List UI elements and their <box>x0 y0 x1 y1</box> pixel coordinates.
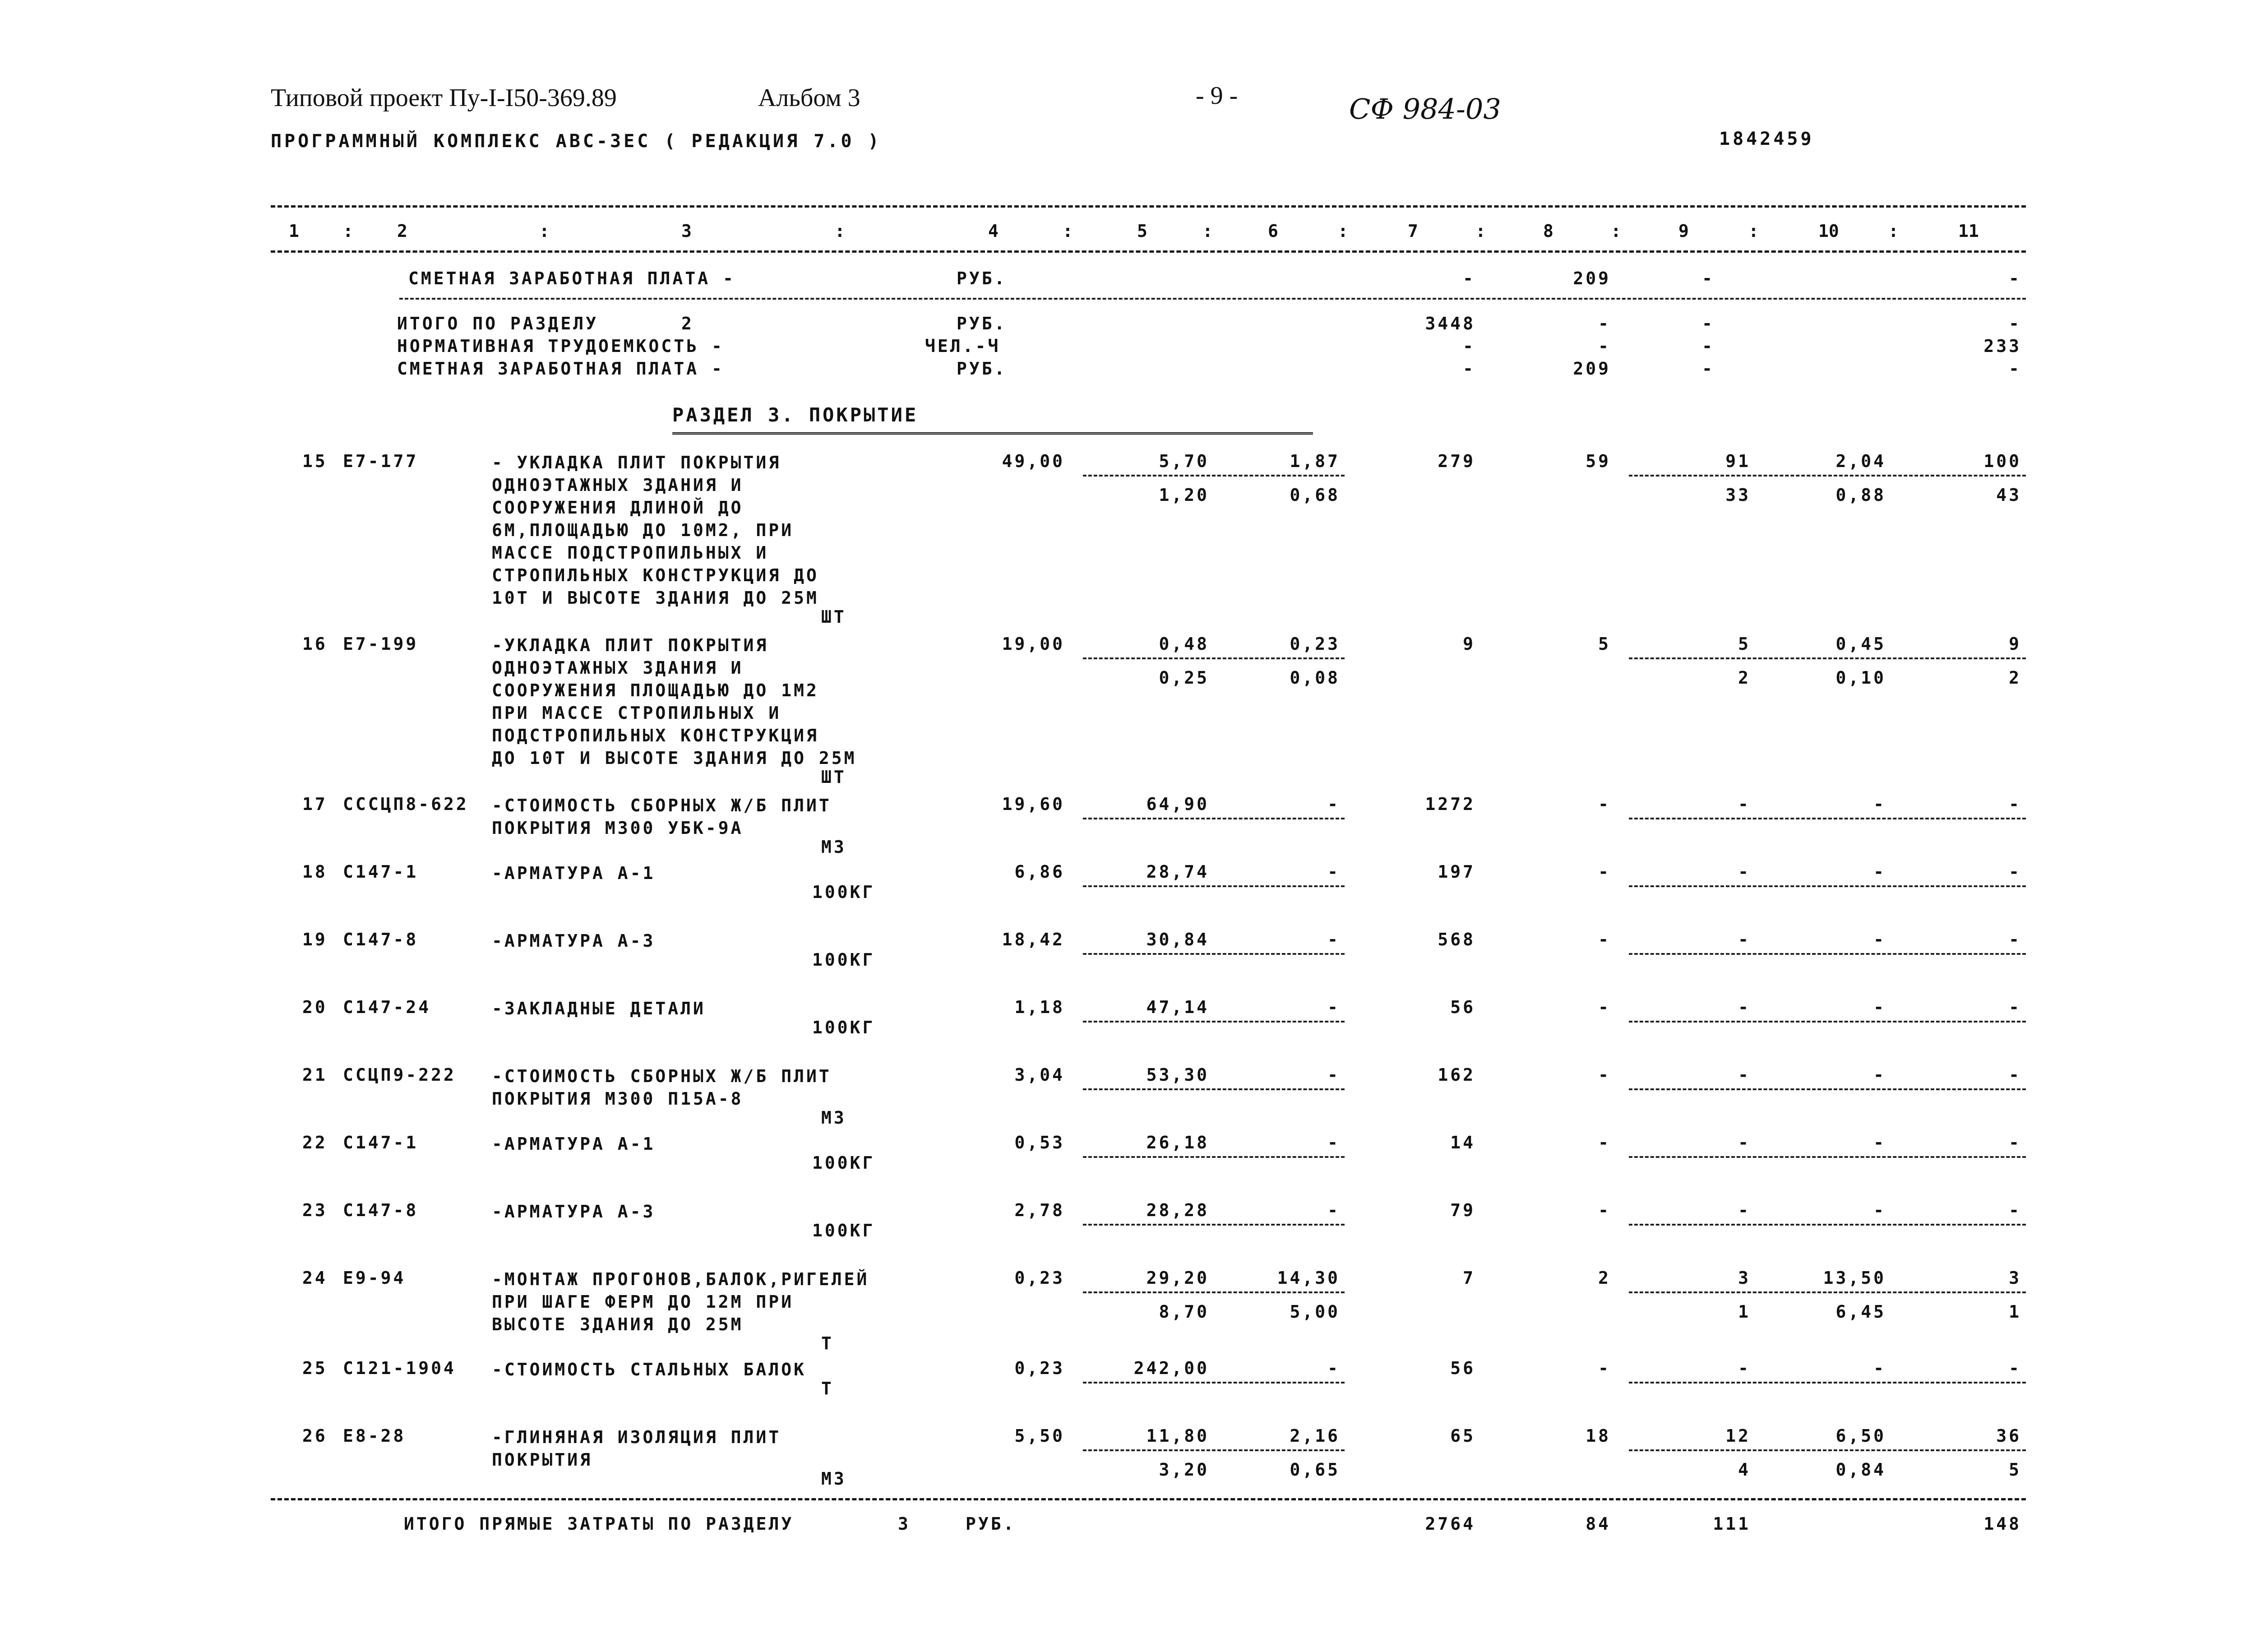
wage2-unit: РУБ. <box>957 359 1007 379</box>
column-number-5: 5 <box>1137 221 1147 241</box>
page-number: - 9 - <box>1196 82 1238 110</box>
table-cell: - <box>2009 268 2021 288</box>
unit-of-measure: ШТ <box>821 607 846 627</box>
value-c5: 0,48 <box>1159 634 1209 654</box>
value-c11: - <box>2009 930 2021 949</box>
section-number: 2 <box>681 314 694 333</box>
value-c9b: 4 <box>1738 1460 1751 1480</box>
sum-unit: РУБ. <box>957 314 1007 333</box>
column-separator: : <box>1611 221 1621 241</box>
rate-code: С147-1 <box>343 1133 419 1152</box>
unit-of-measure: Т <box>821 1333 834 1353</box>
value-divider <box>1629 1291 2026 1293</box>
value-c10: - <box>1873 1065 1886 1085</box>
value-c8: 5 <box>1598 634 1611 654</box>
rate-code: С121-1904 <box>343 1358 456 1378</box>
work-description: -АРМАТУРА А-1 <box>492 1134 656 1154</box>
rate-code: Е9-94 <box>343 1268 406 1288</box>
value-c6: 2,16 <box>1290 1426 1340 1446</box>
value-c6b: 0,68 <box>1290 485 1340 505</box>
unit-of-measure: М3 <box>821 1469 846 1489</box>
value-divider <box>1083 1449 1345 1451</box>
value-divider <box>1629 953 2026 955</box>
table-cell: 233 <box>1983 336 2021 356</box>
rate-code: Е7-177 <box>343 451 419 471</box>
value-divider <box>1083 953 1345 955</box>
value-c11: 100 <box>1983 451 2021 471</box>
row-number: 18 <box>302 862 328 882</box>
column-separator: : <box>1748 221 1759 241</box>
value-c5: 30,84 <box>1146 930 1209 949</box>
value-c6: - <box>1327 1133 1340 1152</box>
value-c9b: 1 <box>1738 1302 1751 1322</box>
value-c9: - <box>1738 1200 1751 1220</box>
value-c7: 56 <box>1450 1358 1475 1378</box>
value-c4: 0,23 <box>1014 1268 1065 1288</box>
column-number-8: 8 <box>1543 221 1553 241</box>
column-number-11: 11 <box>1958 221 1979 241</box>
table-cell: - <box>1598 336 1611 356</box>
value-c4: 19,00 <box>1002 634 1065 654</box>
value-c9: - <box>1738 1065 1751 1085</box>
value-c10: - <box>1873 794 1886 814</box>
row-number: 22 <box>302 1133 328 1152</box>
value-c5: 5,70 <box>1159 451 1209 471</box>
value-c8: - <box>1598 862 1611 882</box>
value-divider <box>1629 657 2026 659</box>
value-c8: - <box>1598 1133 1611 1152</box>
value-c11: - <box>2009 1200 2021 1220</box>
footer-label: ИТОГО ПРЯМЫЕ ЗАТРАТЫ ПО РАЗДЕЛУ <box>404 1514 794 1534</box>
unit-of-measure: 100КГ <box>812 1153 875 1173</box>
table-cell: - <box>1598 314 1611 333</box>
value-c4: 6,86 <box>1014 862 1065 882</box>
unit-of-measure: М3 <box>821 837 846 857</box>
value-c11: 3 <box>2009 1268 2021 1288</box>
value-c9: - <box>1738 1358 1751 1378</box>
row-number: 17 <box>302 794 328 814</box>
unit-of-measure: Т <box>821 1379 834 1398</box>
section-title: РАЗДЕЛ 3. ПОКРЫТИЕ <box>672 404 919 426</box>
value-c5: 11,80 <box>1146 1426 1209 1446</box>
value-c4: 2,78 <box>1014 1200 1065 1220</box>
value-c6: 14,30 <box>1277 1268 1340 1288</box>
value-c5: 26,18 <box>1146 1133 1209 1152</box>
value-divider <box>1083 475 1345 477</box>
value-c6: - <box>1327 1200 1340 1220</box>
table-cell: 148 <box>1983 1514 2021 1534</box>
unit-of-measure: 100КГ <box>812 950 875 970</box>
value-c4: 0,53 <box>1014 1133 1065 1152</box>
wage2-label: СМЕТНАЯ ЗАРАБОТНАЯ ПЛАТА - <box>397 359 724 379</box>
value-c6: - <box>1327 930 1340 949</box>
value-c9b: 33 <box>1725 485 1751 505</box>
value-divider <box>1083 1156 1345 1158</box>
value-c10: 13,50 <box>1823 1268 1886 1288</box>
work-description: -СТОИМОСТЬ СБОРНЫХ Ж/Б ПЛИТ ПОКРЫТИЯ М300 П15А-8 <box>492 1066 832 1109</box>
value-divider <box>1629 475 2026 477</box>
value-c11: - <box>2009 862 2021 882</box>
column-separator: : <box>835 221 845 241</box>
value-c4: 18,42 <box>1002 930 1065 949</box>
value-c11b: 5 <box>2009 1460 2021 1480</box>
rate-code: СССЦП8-622 <box>343 794 469 814</box>
column-separator: : <box>343 221 353 241</box>
column-separator: : <box>539 221 550 241</box>
value-c5: 29,20 <box>1146 1268 1209 1288</box>
value-c6: 0,23 <box>1290 634 1340 654</box>
value-c11b: 43 <box>1996 485 2021 505</box>
value-divider <box>1629 1088 2026 1090</box>
unit-of-measure: 100КГ <box>812 1018 875 1037</box>
value-c4: 1,18 <box>1014 997 1065 1017</box>
footer-unit: РУБ. <box>966 1514 1016 1534</box>
value-c10: 6,50 <box>1835 1426 1886 1446</box>
value-c11: - <box>2009 1133 2021 1152</box>
value-c5: 28,28 <box>1146 1200 1209 1220</box>
row-number: 25 <box>302 1358 328 1378</box>
value-c10: - <box>1873 997 1886 1017</box>
value-c10: - <box>1873 930 1886 949</box>
column-separator: : <box>1475 221 1486 241</box>
value-c8: - <box>1598 1358 1611 1378</box>
value-c8: 18 <box>1586 1426 1611 1446</box>
value-c4: 49,00 <box>1002 451 1065 471</box>
value-c11: - <box>2009 1358 2021 1378</box>
value-c5b: 0,25 <box>1159 668 1209 688</box>
value-c11b: 2 <box>2009 668 2021 688</box>
value-c6: - <box>1327 794 1340 814</box>
value-divider <box>1629 1021 2026 1023</box>
unit-of-measure: М3 <box>821 1108 846 1128</box>
row-number: 26 <box>302 1426 328 1446</box>
value-c10: 0,45 <box>1835 634 1886 654</box>
value-divider <box>1629 1156 2026 1158</box>
value-c6: - <box>1327 862 1340 882</box>
table-cell: - <box>1463 268 1475 288</box>
row-number: 16 <box>302 634 328 654</box>
value-c8: 59 <box>1586 451 1611 471</box>
summary-divider <box>399 298 2026 300</box>
work-description: - УКЛАДКА ПЛИТ ПОКРЫТИЯ ОДНОЭТАЖНЫХ ЗДАНИЯ И СООРУЖЕНИЯ ДЛИНОЙ ДО 6М,ПЛОЩАДЬЮ ДО 10М2, ПРИ МАССЕ ПОДСТРОПИЛЬНЫХ И СТРОПИЛЬНЫХ КОНСТРУКЦИЯ ДО 10Т И ВЫСОТЕ ЗДАНИЯ ДО 25М <box>492 453 819 608</box>
table-cell: - <box>2009 314 2021 333</box>
value-c9b: 2 <box>1738 668 1751 688</box>
work-description: -АРМАТУРА А-3 <box>492 931 656 951</box>
value-c6b: 0,65 <box>1290 1460 1340 1480</box>
rate-code: ССЦП9-222 <box>343 1065 456 1085</box>
value-c10b: 0,10 <box>1835 668 1886 688</box>
value-c7: 9 <box>1463 634 1475 654</box>
value-c6: 1,87 <box>1290 451 1340 471</box>
value-c10b: 6,45 <box>1835 1302 1886 1322</box>
value-c7: 7 <box>1463 1268 1475 1288</box>
work-description: -АРМАТУРА А-3 <box>492 1202 656 1222</box>
value-c6: - <box>1327 997 1340 1017</box>
value-c5b: 8,70 <box>1159 1302 1209 1322</box>
value-c5: 64,90 <box>1146 794 1209 814</box>
table-cell: - <box>1702 314 1715 333</box>
value-c5: 53,30 <box>1146 1065 1209 1085</box>
table-cell: 84 <box>1586 1514 1611 1534</box>
value-divider <box>1083 1224 1345 1226</box>
value-c6b: 0,08 <box>1290 668 1340 688</box>
value-c9: 12 <box>1725 1426 1751 1446</box>
table-cell: - <box>2009 359 2021 379</box>
value-c4: 5,50 <box>1014 1426 1065 1446</box>
table-cell: - <box>1702 359 1715 379</box>
value-c9: 5 <box>1738 634 1751 654</box>
column-separator: : <box>1888 221 1899 241</box>
value-c8: - <box>1598 1200 1611 1220</box>
value-c10: - <box>1873 1200 1886 1220</box>
value-c10: - <box>1873 862 1886 882</box>
table-cell: 209 <box>1573 268 1611 288</box>
value-c11: - <box>2009 997 2021 1017</box>
document-code: 1842459 <box>1719 129 1814 149</box>
value-c9: - <box>1738 930 1751 949</box>
section-title-underline <box>672 432 1313 435</box>
value-c8: - <box>1598 1065 1611 1085</box>
value-divider <box>1083 1291 1345 1293</box>
unit-of-measure: 100КГ <box>812 882 875 902</box>
value-c7: 65 <box>1450 1426 1475 1446</box>
column-number-3: 3 <box>681 221 692 241</box>
value-c11: - <box>2009 794 2021 814</box>
value-c10: 2,04 <box>1835 451 1886 471</box>
rate-code: С147-1 <box>343 862 419 882</box>
program-label: ПРОГРАММНЫЙ КОМПЛЕКС АВС-3ЕС ( РЕДАКЦИЯ 7.0 ) <box>271 131 882 152</box>
value-c5: 242,00 <box>1133 1358 1209 1378</box>
value-c11: - <box>2009 1065 2021 1085</box>
project-title: Типовой проект Пу-I-I50-369.89 <box>271 84 617 112</box>
value-c5b: 1,20 <box>1159 485 1209 505</box>
column-number-2: 2 <box>397 221 407 241</box>
value-c9: - <box>1738 794 1751 814</box>
value-c9: 3 <box>1738 1268 1751 1288</box>
value-c10b: 0,88 <box>1835 485 1886 505</box>
column-number-10: 10 <box>1818 221 1839 241</box>
row-number: 24 <box>302 1268 328 1288</box>
table-cell: - <box>1702 268 1715 288</box>
value-c9: 91 <box>1725 451 1751 471</box>
rate-code: Е7-199 <box>343 634 419 654</box>
value-c7: 79 <box>1450 1200 1475 1220</box>
table-cell: - <box>1463 359 1475 379</box>
column-number-6: 6 <box>1268 221 1278 241</box>
value-divider <box>1629 1449 2026 1451</box>
value-divider <box>1629 818 2026 819</box>
value-c10: - <box>1873 1358 1886 1378</box>
row-number: 15 <box>302 451 328 471</box>
value-c6: - <box>1327 1065 1340 1085</box>
value-divider <box>1083 1382 1345 1384</box>
column-number-7: 7 <box>1408 221 1418 241</box>
value-c8: 2 <box>1598 1268 1611 1288</box>
value-divider <box>1629 1224 2026 1226</box>
value-divider <box>1629 885 2026 887</box>
table-cell: 3448 <box>1425 314 1475 333</box>
value-c5: 28,74 <box>1146 862 1209 882</box>
wage-label: СМЕТНАЯ ЗАРАБОТНАЯ ПЛАТА - <box>408 268 735 288</box>
unit-of-measure: ШТ <box>821 767 846 787</box>
value-divider <box>1629 1382 2026 1384</box>
table-cell: 111 <box>1713 1514 1751 1534</box>
column-number-4: 4 <box>988 221 999 241</box>
value-c6: - <box>1327 1358 1340 1378</box>
value-c8: - <box>1598 794 1611 814</box>
value-c10b: 0,84 <box>1835 1460 1886 1480</box>
value-c11b: 1 <box>2009 1302 2021 1322</box>
work-description: -СТОИМОСТЬ СТАЛЬНЫХ БАЛОК <box>492 1360 806 1379</box>
work-description: -ЗАКЛАДНЫЕ ДЕТАЛИ <box>492 999 706 1018</box>
rate-code: С147-8 <box>343 1200 419 1220</box>
value-divider <box>1083 657 1345 659</box>
value-c11: 36 <box>1996 1426 2021 1446</box>
column-separator: : <box>1338 221 1348 241</box>
unit-of-measure: 100КГ <box>812 1221 875 1240</box>
value-c4: 3,04 <box>1014 1065 1065 1085</box>
row-number: 23 <box>302 1200 328 1220</box>
value-divider <box>1083 818 1345 819</box>
column-separator: : <box>1202 221 1213 241</box>
work-description: -МОНТАЖ ПРОГОНОВ,БАЛОК,РИГЕЛЕЙ ПРИ ШАГЕ ФЕРМ ДО 12М ПРИ ВЫСОТЕ ЗДАНИЯ ДО 25М <box>492 1269 869 1334</box>
value-c7: 14 <box>1450 1133 1475 1152</box>
table-top-rule <box>271 205 2026 208</box>
value-c5b: 3,20 <box>1159 1460 1209 1480</box>
handwritten-note: СФ 984-03 <box>1349 93 1501 125</box>
labor-unit: ЧЕЛ.-Ч <box>925 336 1001 356</box>
row-number: 21 <box>302 1065 328 1085</box>
column-number-1: 1 <box>289 221 299 241</box>
work-description: -УКЛАДКА ПЛИТ ПОКРЫТИЯ ОДНОЭТАЖНЫХ ЗДАНИЯ И СООРУЖЕНИЯ ПЛОЩАДЬЮ ДО 1М2 ПРИ МАССЕ СТРОПИЛЬНЫХ И ПОДСТРОПИЛЬНЫХ КОНСТРУКЦИЯ ДО 10Т И ВЫСОТЕ ЗДАНИЯ ДО 25М <box>492 635 857 768</box>
value-c7: 279 <box>1438 451 1475 471</box>
column-number-9: 9 <box>1678 221 1689 241</box>
album-label: Альбом 3 <box>758 84 860 112</box>
value-divider <box>1083 1088 1345 1090</box>
row-number: 19 <box>302 930 328 949</box>
value-c6b: 5,00 <box>1290 1302 1340 1322</box>
rate-code: С147-24 <box>343 997 431 1017</box>
table-cell: 209 <box>1573 359 1611 379</box>
value-c7: 56 <box>1450 997 1475 1017</box>
value-c9: - <box>1738 997 1751 1017</box>
work-description: -ГЛИНЯНАЯ ИЗОЛЯЦИЯ ПЛИТ ПОКРЫТИЯ <box>492 1427 781 1470</box>
column-separator: : <box>1063 221 1073 241</box>
value-c5: 47,14 <box>1146 997 1209 1017</box>
value-c4: 19,60 <box>1002 794 1065 814</box>
rate-code: С147-8 <box>343 930 419 949</box>
value-c7: 568 <box>1438 930 1475 949</box>
sum-label: ИТОГО ПО РАЗДЕЛУ <box>397 314 599 333</box>
value-c8: - <box>1598 930 1611 949</box>
value-c11: 9 <box>2009 634 2021 654</box>
wage-unit: РУБ. <box>957 268 1007 288</box>
value-c10: - <box>1873 1133 1886 1152</box>
value-c8: - <box>1598 997 1611 1017</box>
rate-code: Е8-28 <box>343 1426 406 1446</box>
column-header-rule <box>271 250 2026 253</box>
value-c7: 1272 <box>1425 794 1475 814</box>
value-c9: - <box>1738 862 1751 882</box>
row-number: 20 <box>302 997 328 1017</box>
labor-label: НОРМАТИВНАЯ ТРУДОЕМКОСТЬ - <box>397 336 724 356</box>
value-c7: 197 <box>1438 862 1475 882</box>
value-divider <box>1083 1021 1345 1023</box>
table-cell: - <box>1702 336 1715 356</box>
value-c4: 0,23 <box>1014 1358 1065 1378</box>
work-description: -СТОИМОСТЬ СБОРНЫХ Ж/Б ПЛИТ ПОКРЫТИЯ М300 УБК-9А <box>492 796 832 838</box>
table-cell: 2764 <box>1425 1514 1475 1534</box>
value-divider <box>1083 885 1345 887</box>
value-c7: 162 <box>1438 1065 1475 1085</box>
work-description: -АРМАТУРА А-1 <box>492 863 656 883</box>
footer-section-number: 3 <box>898 1514 911 1534</box>
value-c9: - <box>1738 1133 1751 1152</box>
table-cell: - <box>1463 336 1475 356</box>
footer-rule <box>271 1498 2026 1500</box>
